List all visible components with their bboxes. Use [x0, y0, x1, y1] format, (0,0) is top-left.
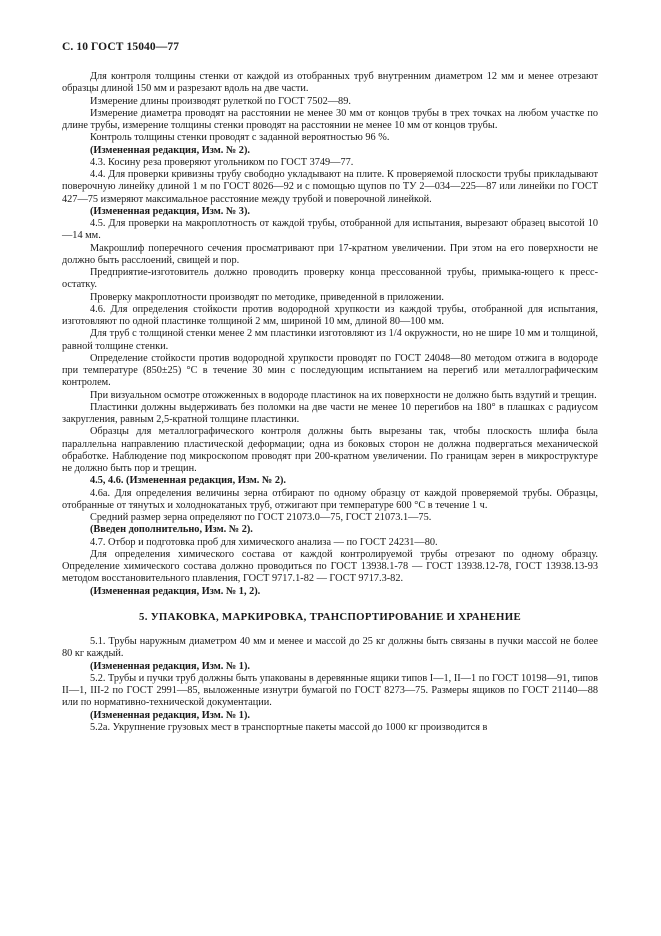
revision-note: (Измененная редакция, Изм. № 1).: [90, 660, 250, 672]
paragraph: Определение стойкости против водородной хрупкости проводят по ГОСТ 24048—80 методом отжига в водороде при температуре (850±25) °С в течение 30 мин с последующим испытанием на перегиб или металлографическим контролем.: [62, 352, 598, 389]
revision-note: (Введен дополнительно, Изм. № 2).: [90, 524, 253, 536]
paragraph: Проверку макроплотности производят по методике, приведенной в приложении.: [90, 291, 444, 303]
paragraph: При визуальном осмотре отожженных в водороде пластинок на их поверхности не должно быть вздутий и трещин.: [90, 389, 597, 401]
paragraph: 5.2а. Укрупнение грузовых мест в транспортные пакеты массой до 1000 кг производится в: [90, 721, 488, 733]
paragraph: Измерение диаметра проводят на расстоянии не менее 30 мм от концов трубы в трех точках на любом участке по длине трубы, измерение толщины стенки проводят на расстоянии не менее 10 мм от концов трубы.: [62, 107, 598, 131]
paragraph: 4.3. Косину реза проверяют угольником по ГОСТ 3749—77.: [90, 156, 354, 168]
section-title: 5. УПАКОВКА, МАРКИРОВКА, ТРАНСПОРТИРОВАНИЕ И ХРАНЕНИЕ: [139, 610, 521, 623]
paragraph: 4.7. Отбор и подготовка проб для химического анализа — по ГОСТ 24231—80.: [90, 536, 438, 548]
revision-note: (Измененная редакция, Изм. № 3).: [90, 205, 250, 217]
paragraph: 4.6. Для определения стойкости против водородной хрупкости из каждой трубы, отобранной для испытания, изготовляют по одной пластинке толщиной 2 мм, шириной 10 мм, длиной 80—100 мм.: [62, 303, 598, 327]
paragraph: 5.2. Трубы и пучки труб должны быть упакованы в деревянные ящики типов I—1, II—1 по ГОСТ 10198—91, типов II—1, III-2 по ГОСТ 2991—85, выложенные изнутри бумагой по ГОСТ 8273—75. Размеры ящиков по ГОСТ 21140—88 или по нормативно-технической документации.: [62, 672, 598, 709]
revision-note: (Измененная редакция, Изм. № 2).: [90, 144, 250, 156]
revision-note: (Измененная редакция, Изм. № 1).: [90, 709, 250, 721]
paragraph: Пластинки должны выдерживать без поломки на две части не менее 10 перегибов на 180° в плашках с радиусом закругления, равным 2,5-кратной толщине пластинки.: [62, 401, 598, 425]
revision-note: 4.5, 4.6. (Измененная редакция, Изм. № 2).: [90, 475, 286, 487]
paragraph: Для труб с толщиной стенки менее 2 мм пластинки изготовляют из 1/4 окружности, но не шире 10 мм и толщиной, равной толщине стенки.: [62, 328, 598, 352]
page-header: С. 10 ГОСТ 15040—77: [62, 41, 180, 53]
paragraph: Для определения химического состава от каждой контролируемой трубы отрезают по одному образцу. Определение химического состава должно проводиться по ГОСТ 13938.1-78 — ГОСТ 13938.12-78, ГОСТ 13938.13-93 методом восстановительного плавления, ГОСТ 9717.1-82 — ГОСТ 9717.3-82.: [62, 548, 598, 585]
paragraph: Макрошлиф поперечного сечения просматривают при 17-кратном увеличении. При этом на его поверхности не должно быть расслоений, свищей и пор.: [62, 242, 598, 266]
paragraph: Предприятие-изготовитель должно проводить проверку конца прессованной трубы, примыка-ющего к пресс-остатку.: [62, 267, 598, 291]
paragraph: 4.5. Для проверки на макроплотность от каждой трубы, отобранной для испытания, вырезают образец высотой 10—14 мм.: [62, 218, 598, 242]
paragraph: Для контроля толщины стенки от каждой из отобранных труб внутренним диаметром 12 мм и менее отрезают образцы длиной 150 мм и разрезают вдоль на две части.: [62, 71, 598, 95]
document-body: [62, 71, 598, 734]
paragraph: Измерение длины производят рулеткой по ГОСТ 7502—89.: [90, 95, 351, 107]
paragraph: Образцы для металлографического контроля должны быть вырезаны так, чтобы плоскость шлифа была параллельна направлению пластической деформации; одна из боковых сторон не должна подвергаться механической обработке. Наблюдение под микроскопом проводят при 200-кратном увеличении. По границам зерен в микроструктуре не должно быть пор и трещин.: [62, 426, 598, 474]
paragraph: 4.4. Для проверки кривизны трубу свободно укладывают на плите. К проверяемой плоскости трубы прикладывают поверочную линейку длиной 1 м по ГОСТ 8026—92 и с помощью щупов по ТУ 2—034—225—87 или линейки по ГОСТ 427—75 измеряют максимальное расстояние между трубой и поверочной линейкой.: [62, 169, 598, 205]
revision-note: (Измененная редакция, Изм. № 1, 2).: [90, 585, 261, 597]
paragraph: 5.1. Трубы наружным диаметром 40 мм и менее и массой до 25 кг должны быть связаны в пучки массой не более 80 кг каждый.: [62, 636, 598, 660]
paragraph: Контроль толщины стенки проводят с заданной вероятностью 96 %.: [90, 132, 390, 144]
paragraph: 4.6а. Для определения величины зерна отбирают по одному образцу от каждой проверяемой трубы. Образцы, отобранные от тянутых и холоднокатаных труб, отжигают при температуре 600 °С в течение 1 ч.: [62, 487, 598, 511]
paragraph: Средний размер зерна определяют по ГОСТ 21073.0—75, ГОСТ 21073.1—75.: [90, 512, 432, 523]
